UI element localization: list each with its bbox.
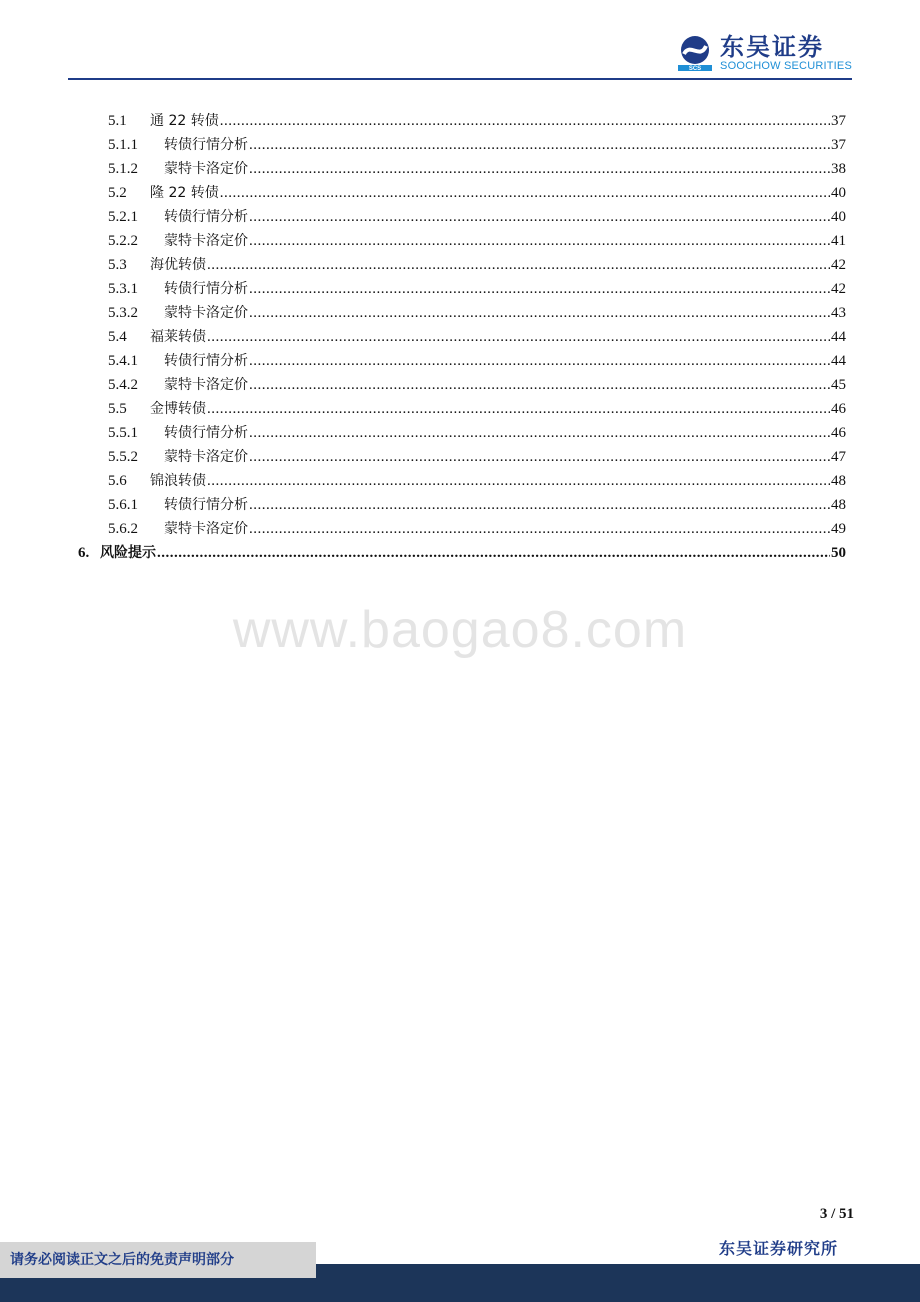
toc-entry-title: 蒙特卡洛定价: [164, 449, 248, 465]
toc-entry-page: 37: [831, 113, 846, 129]
toc-entry[interactable]: [78, 398, 846, 422]
toc-entry-title: 蒙特卡洛定价: [164, 377, 248, 393]
company-logo: [676, 34, 852, 72]
toc-leader-dots: [249, 281, 830, 298]
toc-entry-number: 5.2.2: [108, 233, 138, 249]
table-of-contents: [78, 110, 846, 566]
toc-entry-page: 38: [831, 161, 846, 177]
toc-entry-number: 6.: [78, 545, 90, 561]
toc-entry-page: 46: [831, 425, 846, 441]
toc-entry-title: 隆 22 转债: [150, 185, 219, 201]
toc-entry-number: 5.4: [108, 329, 127, 345]
toc-entry-number: 5.3.1: [108, 281, 138, 297]
toc-entry-page: 49: [831, 521, 846, 537]
toc-entry-number: 5.6.2: [108, 521, 138, 537]
watermark: www.baogao8.com: [232, 601, 688, 659]
toc-leader-dots: [249, 209, 830, 226]
toc-leader-dots: [249, 425, 830, 442]
toc-entry[interactable]: [78, 110, 846, 134]
toc-entry-title: 转债行情分析: [164, 497, 248, 513]
toc-leader-dots: [249, 305, 830, 322]
toc-entry-title: 金博转债: [150, 401, 206, 417]
toc-leader-dots: [207, 257, 830, 274]
toc-entry-title: 转债行情分析: [164, 425, 248, 441]
toc-entry-page: 45: [831, 377, 846, 393]
toc-entry-number: 5.4.2: [108, 377, 138, 393]
toc-entry[interactable]: [78, 206, 846, 230]
toc-leader-dots: [249, 161, 830, 178]
toc-leader-dots: [157, 545, 830, 562]
toc-entry-number: 5.1.2: [108, 161, 138, 177]
toc-leader-dots: [220, 185, 830, 202]
toc-entry-page: 42: [831, 257, 846, 273]
toc-entry-page: 42: [831, 281, 846, 297]
toc-entry-title: 蒙特卡洛定价: [164, 305, 248, 321]
toc-entry-number: 5.1: [108, 113, 127, 129]
toc-entry-title: 锦浪转债: [150, 473, 206, 489]
toc-entry-number: 5.6: [108, 473, 127, 489]
toc-entry-number: 5.4.1: [108, 353, 138, 369]
toc-entry[interactable]: [78, 230, 846, 254]
header-divider: [68, 78, 852, 80]
toc-entry-page: 40: [831, 185, 846, 201]
toc-entry-page: 43: [831, 305, 846, 321]
toc-leader-dots: [249, 353, 830, 370]
toc-leader-dots: [249, 377, 830, 394]
toc-entry-number: 5.2.1: [108, 209, 138, 225]
toc-entry[interactable]: [78, 134, 846, 158]
toc-entry-number: 5.2: [108, 185, 127, 201]
toc-entry[interactable]: [78, 350, 846, 374]
toc-entry[interactable]: [78, 254, 846, 278]
toc-entry-title: 转债行情分析: [164, 281, 248, 297]
toc-leader-dots: [249, 137, 830, 154]
toc-entry-title: 风险提示: [100, 545, 156, 561]
toc-entry-page: 40: [831, 209, 846, 225]
toc-entry[interactable]: [78, 494, 846, 518]
toc-entry-page: 41: [831, 233, 846, 249]
toc-leader-dots: [207, 329, 830, 346]
toc-entry[interactable]: [78, 446, 846, 470]
logo-abbr: SCS: [688, 66, 702, 72]
toc-entry-page: 37: [831, 137, 846, 153]
toc-entry[interactable]: [78, 374, 846, 398]
toc-entry-number: 5.3: [108, 257, 127, 273]
page-number: 3 / 51: [819, 1206, 854, 1222]
toc-entry-page: 48: [831, 473, 846, 489]
toc-entry-title: 蒙特卡洛定价: [164, 521, 248, 537]
toc-entry[interactable]: [78, 326, 846, 350]
toc-entry-title: 通 22 转债: [150, 113, 219, 129]
toc-entry[interactable]: [78, 182, 846, 206]
toc-entry-page: 48: [831, 497, 846, 513]
toc-entry[interactable]: [78, 518, 846, 542]
toc-entry[interactable]: [78, 422, 846, 446]
toc-entry-number: 5.1.1: [108, 137, 138, 153]
toc-entry[interactable]: [78, 470, 846, 494]
footer-institute: 东吴证券研究所: [718, 1239, 838, 1258]
toc-entry-title: 转债行情分析: [164, 353, 248, 369]
toc-entry-number: 5.6.1: [108, 497, 138, 513]
toc-leader-dots: [249, 521, 830, 538]
toc-leader-dots: [220, 113, 830, 130]
toc-entry-page: 50: [831, 545, 846, 561]
toc-entry-page: 47: [831, 449, 846, 465]
toc-entry[interactable]: [78, 158, 846, 182]
toc-leader-dots: [207, 401, 830, 418]
toc-entry[interactable]: [78, 278, 846, 302]
toc-entry[interactable]: [78, 302, 846, 326]
disclaimer-text: 请务必阅读正文之后的免责声明部分: [10, 1252, 234, 1268]
toc-leader-dots: [249, 497, 830, 514]
company-name-cn: 东吴证券: [720, 33, 825, 61]
toc-leader-dots: [249, 233, 830, 250]
toc-entry-number: 5.3.2: [108, 305, 138, 321]
toc-entry-title: 蒙特卡洛定价: [164, 233, 248, 249]
toc-entry-page: 46: [831, 401, 846, 417]
company-name-en: SOOCHOW SECURITIES: [720, 60, 852, 72]
toc-entry-page: 44: [831, 329, 846, 345]
toc-entry-title: 福莱转债: [150, 329, 206, 345]
toc-entry-title: 转债行情分析: [164, 209, 248, 225]
toc-leader-dots: [207, 473, 830, 490]
toc-entry-number: 5.5: [108, 401, 127, 417]
toc-leader-dots: [249, 449, 830, 466]
toc-entry-number: 5.5.1: [108, 425, 138, 441]
toc-entry-title: 蒙特卡洛定价: [164, 161, 248, 177]
toc-entry-title: 海优转债: [150, 257, 206, 273]
scs-logo-icon: [676, 34, 714, 72]
toc-entry-page: 44: [831, 353, 846, 369]
toc-entry[interactable]: [78, 542, 846, 566]
toc-entry-number: 5.5.2: [108, 449, 138, 465]
toc-entry-title: 转债行情分析: [164, 137, 248, 153]
